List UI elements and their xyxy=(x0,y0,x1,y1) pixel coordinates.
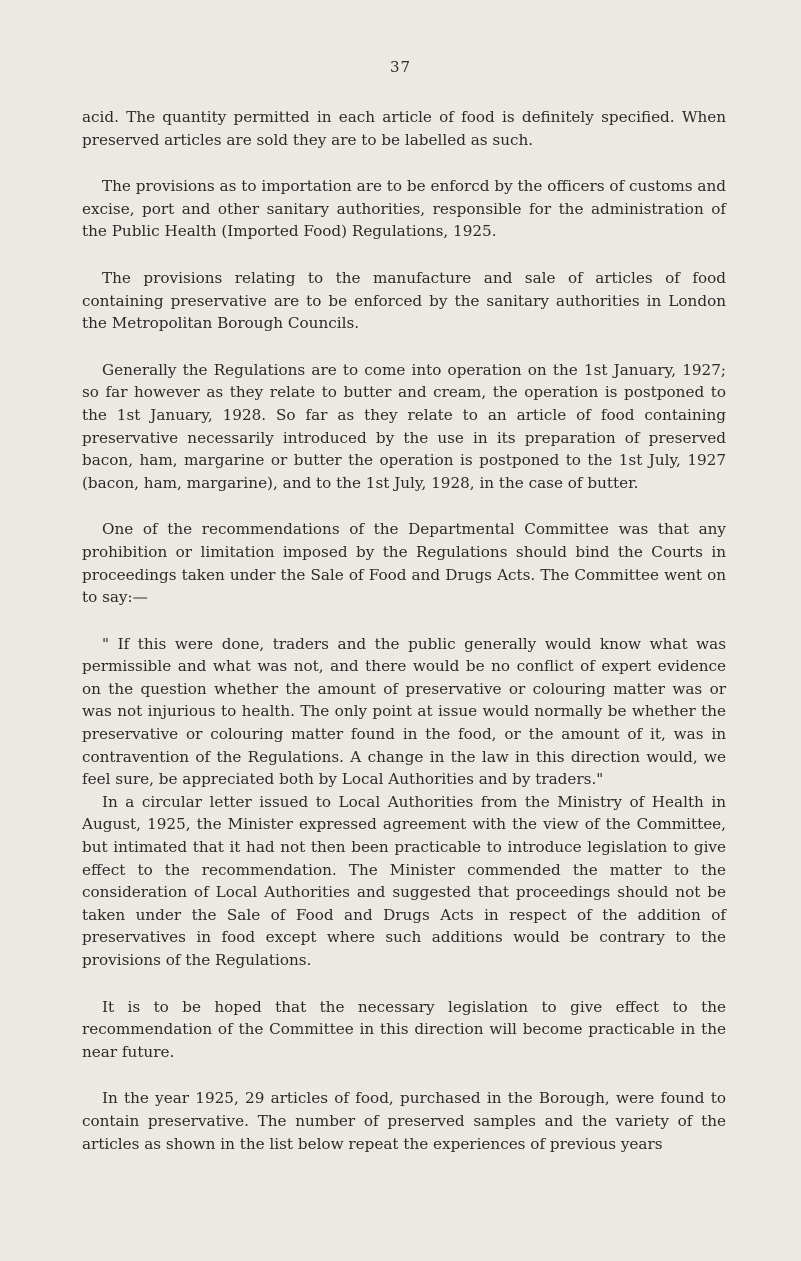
paragraph-legislation-hope: It is to be hoped that the necessary legislation to give effect to the recommendation of the Committee in this direction will become practicable in the near future. xyxy=(82,997,726,1061)
page-number: 37 xyxy=(389,58,412,76)
paragraph-year-1925: In the year 1925, 29 articles of food, purchased in the Borough, were found to contain preservative. The number of preserved samples and the variety of the articles as shown in the list below repeat the experiences of previous years xyxy=(82,1089,726,1153)
paragraph-circular-letter: In a circular letter issued to Local Authorities from the Ministry of Health in August, 1925, the Minister expressed agreement with the view of the Committee, but intimated that it had not then been practicable to introduce legislation to give effect to the recommendation. The Minister commended the matter to the consideration of Local Authorities and suggested that proceedings should not be taken under the Sale of Food and Drugs Acts in respect of the addition of preservatives in food except where such additions would be contrary to the provisions of the Regulations. xyxy=(82,792,726,969)
paragraph-continuation: acid. The quantity permitted in each article of food is definitely specified. When preserved articles are sold they are to be labelled as such. xyxy=(82,108,726,149)
paragraph-committee-recommendation: One of the recommendations of the Departmental Committee was that any prohibition or limitation imposed by the Regulations should bind the Courts in proceedings taken under the Sale of Food and Drugs Acts. The Committee went on to say:— xyxy=(82,520,726,607)
paragraph-operation-dates: Generally the Regulations are to come into operation on the 1st January, 1927; so far however as they relate to butter and cream, the operation is postponed to the 1st January, 1928. So far as they relate to an article of food containing preservative necessarily introduced by the use in its preparation of preserved bacon, ham, margarine or butter the operation is postponed to the 1st July, 1927 (bacon, ham, margarine), and to the 1st July, 1928, in the case of butter. xyxy=(82,360,726,492)
paragraph-importation: The provisions as to importation are to be enforcd by the officers of customs and excise, port and other sanitary authorities, responsible for the administration of the Public Health (Imported Food) Regulations, 1925. xyxy=(82,177,726,241)
paragraph-quotation: " If this were done, traders and the public generally would know what was permissible and what was not, and there would be no conflict of expert evidence on the question whether the amount of preservative or colouring matter was or was not injurious to health. The only point at issue would normally be whether the preservative or colouring matter found in the food, or the amount of it, was in contravention of the Regulations. A change in the law in this direction would, we feel sure, be appreciated both by Local Authorities and by traders." xyxy=(82,634,726,789)
body-text xyxy=(82,106,726,1155)
paragraph-manufacture-sale: The provisions relating to the manufacture and sale of articles of food containing preservative are to be enforced by the sanitary authorities in London the Metropolitan Borough Councils. xyxy=(82,268,726,333)
